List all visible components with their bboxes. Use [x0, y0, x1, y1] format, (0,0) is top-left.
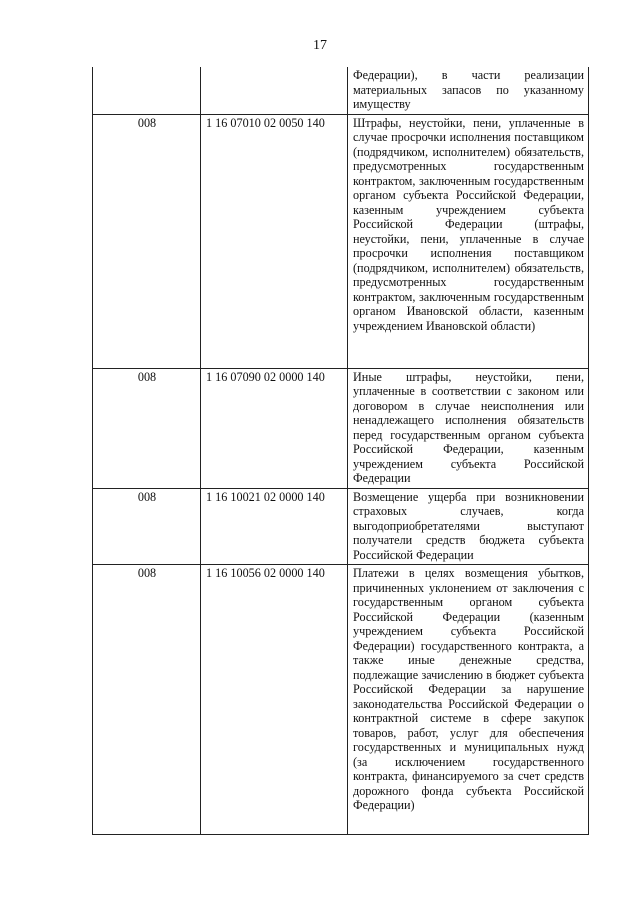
page-number: 17 [313, 38, 327, 53]
table-row [93, 565, 589, 835]
table-row [93, 368, 589, 488]
admin-code-cell: 008 [93, 565, 201, 835]
budget-code-cell: 1 16 10021 02 0000 140 [201, 488, 348, 565]
revenue-name-cell: Иные штрафы, неустойки, пени, уплаченные в соответствии с законом или договором в случае неисполнения или ненадлежащего исполнения обязательств перед государственным органом субъекта Российской Федерации, казенным учреждением субъекта Российской Федерации [348, 368, 589, 488]
revenue-name-cell: Штрафы, неустойки, пени, уплаченные в случае просрочки исполнения поставщиком (подрядчиком, исполнителем) обязательств, предусмотренных государственным контрактом, заключенным государственным органом субъекта Российской Федерации, казенным учреждением субъекта Российской Федерации (штрафы, неустойки, пени, уплаченные в случае просрочки исполнения поставщиком (подрядчиком, исполнителем) обязательств, предусмотренных государственным контрактом, заключенным государственным органом Ивановской области, казенным учреждением Ивановской области) [348, 114, 589, 368]
revenue-name-cell: Платежи в целях возмещения убытков, причиненных уклонением от заключения с государственным органом субъекта Российской Федерации (казенным учреждением субъекта Российской Федерации) государственного контракта, а также иные денежные средства, подлежащие зачислению в бюджет субъекта Российской Федерации за нарушение законодательства Российской Федерации о контрактной системе в сфере закупок товаров, работ, услуг для обеспечения государственных и муниципальных нужд (за исключением государственного контракта, финансируемого за счет средств дорожного фонда субъекта Российской Федерации) [348, 565, 589, 835]
table-row [93, 67, 589, 114]
revenue-name-cell: Федерации), в части реализации материальных запасов по указанному имуществу [348, 67, 589, 114]
table-row [93, 488, 589, 565]
revenue-name-cell: Возмещение ущерба при возникновении страховых случаев, когда выгодоприобретателями выступают получатели средств бюджета субъекта Российской Федерации [348, 488, 589, 565]
budget-code-cell [201, 67, 348, 114]
budget-code-cell: 1 16 10056 02 0000 140 [201, 565, 348, 835]
admin-code-cell: 008 [93, 368, 201, 488]
budget-classification-table [92, 67, 589, 835]
table-row [93, 114, 589, 368]
admin-code-cell: 008 [93, 114, 201, 368]
admin-code-cell: 008 [93, 488, 201, 565]
budget-code-cell: 1 16 07090 02 0000 140 [201, 368, 348, 488]
budget-code-cell: 1 16 07010 02 0050 140 [201, 114, 348, 368]
admin-code-cell [93, 67, 201, 114]
